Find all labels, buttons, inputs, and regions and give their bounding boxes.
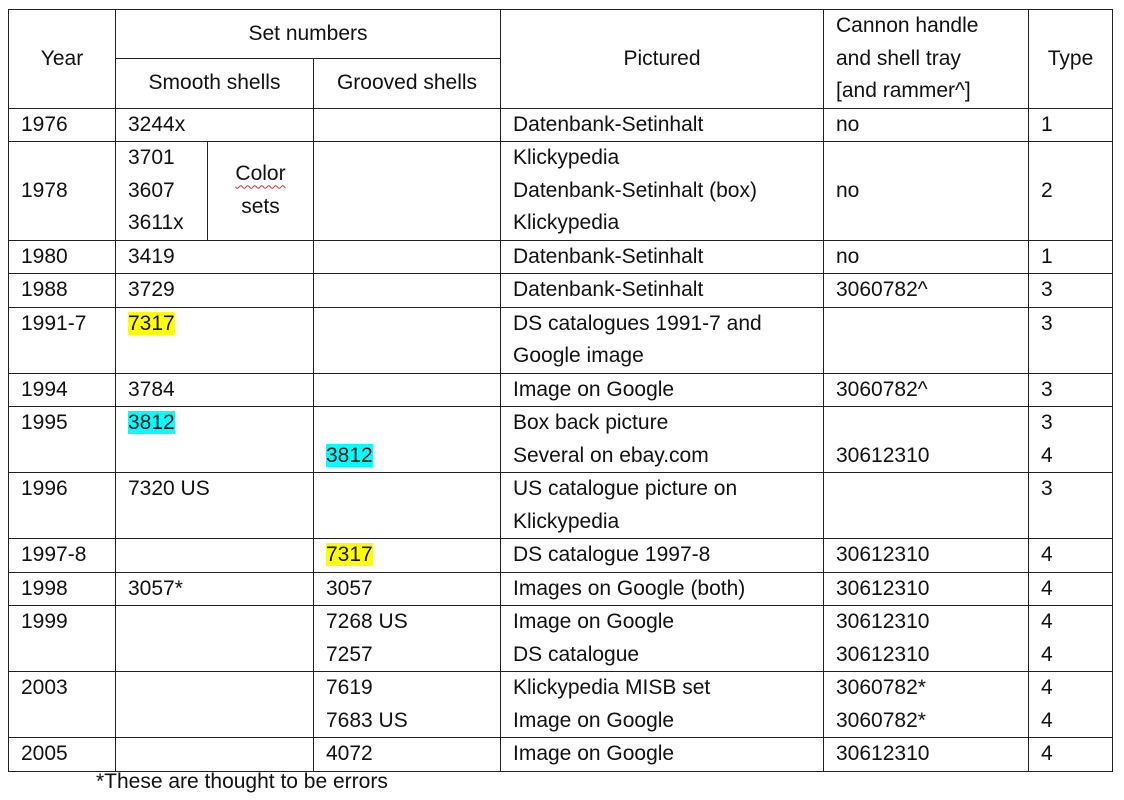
year-cell: 1980 xyxy=(9,240,116,274)
type-cell: 3 xyxy=(1029,274,1113,308)
grooved-cell xyxy=(314,539,501,573)
smooth-cell: 3057* xyxy=(116,572,314,606)
year-cell: 1978 xyxy=(9,142,116,241)
pictured-cell: Datenbank-Setinhalt xyxy=(501,274,824,308)
pictured-cell: DS catalogue 1997-8 xyxy=(501,539,824,573)
grooved-cell xyxy=(314,373,501,407)
type-cell: 3 4 xyxy=(1029,407,1113,473)
year-cell: 2005 xyxy=(9,738,116,772)
cannon-cell: 3060782* 3060782* xyxy=(824,672,1029,738)
year-cell: 1976 xyxy=(9,108,116,142)
cannon-cell: 30612310 xyxy=(824,539,1029,573)
type-cell: 3 xyxy=(1029,373,1113,407)
type-cell: 2 xyxy=(1029,142,1113,241)
highlighted-set-number: 3812 xyxy=(128,411,175,434)
color-sets-label: Color sets xyxy=(208,142,314,241)
type-cell: 4 4 xyxy=(1029,606,1113,672)
pictured-cell: Datenbank-Setinhalt xyxy=(501,108,824,142)
smooth-cell xyxy=(116,672,314,738)
grooved-cell: 3057 xyxy=(314,572,501,606)
smooth-cell xyxy=(116,738,314,772)
grooved-cell: 7619 7683 US xyxy=(314,672,501,738)
header-year: Year xyxy=(9,10,116,109)
pictured-cell: Box back picture Several on ebay.com xyxy=(501,407,824,473)
grooved-cell xyxy=(314,307,501,373)
smooth-cell: 3419 xyxy=(116,240,314,274)
grooved-cell xyxy=(314,108,501,142)
year-cell: 1994 xyxy=(9,373,116,407)
smooth-cell: 7320 US xyxy=(116,473,314,539)
cannon-cell: no xyxy=(824,108,1029,142)
type-cell: 4 xyxy=(1029,539,1113,573)
smooth-cell xyxy=(116,539,314,573)
pictured-cell: US catalogue picture on Klickypedia xyxy=(501,473,824,539)
pictured-cell: Image on Google DS catalogue xyxy=(501,606,824,672)
header-smooth-shells: Smooth shells xyxy=(116,59,314,108)
type-cell: 1 xyxy=(1029,108,1113,142)
year-cell: 1998 xyxy=(9,572,116,606)
type-cell: 4 xyxy=(1029,572,1113,606)
cannon-cell: 3060782^ xyxy=(824,373,1029,407)
pictured-cell: DS catalogues 1991-7 and Google image xyxy=(501,307,824,373)
table-row xyxy=(9,738,1113,772)
type-cell: 3 xyxy=(1029,307,1113,373)
highlighted-set-number: 7317 xyxy=(128,311,175,335)
year-cell: 1999 xyxy=(9,606,116,672)
table-row xyxy=(9,307,1113,373)
year-cell: 1991-7 xyxy=(9,307,116,373)
pictured-cell: Klickypedia Datenbank-Setinhalt (box) Klickypedia xyxy=(501,142,824,241)
table-row xyxy=(9,108,1113,142)
year-cell: 2003 xyxy=(9,672,116,738)
pictured-cell: Klickypedia MISB set Image on Google xyxy=(501,672,824,738)
pictured-cell: Images on Google (both) xyxy=(501,572,824,606)
cannon-cell: 3060782^ xyxy=(824,274,1029,308)
pictured-cell: Image on Google xyxy=(501,738,824,772)
header-type: Type xyxy=(1029,10,1113,109)
cannon-cell: 30612310 xyxy=(824,738,1029,772)
header-pictured: Pictured xyxy=(501,10,824,109)
year-cell: 1996 xyxy=(9,473,116,539)
header-grooved-shells: Grooved shells xyxy=(314,59,501,108)
grooved-cell xyxy=(314,240,501,274)
grooved-cell: 7268 US 7257 xyxy=(314,606,501,672)
header-cannon: Cannon handle and shell tray [and rammer^] xyxy=(824,10,1029,109)
smooth-cell: 3729 xyxy=(116,274,314,308)
cannon-cell: no xyxy=(824,240,1029,274)
cannon-cell xyxy=(824,307,1029,373)
cannon-cell: 30612310 xyxy=(824,407,1029,473)
smooth-cell: 3244x xyxy=(116,108,314,142)
smooth-cell xyxy=(116,307,314,373)
smooth-cell: 3784 xyxy=(116,373,314,407)
type-cell: 3 xyxy=(1029,473,1113,539)
pictured-cell: Image on Google xyxy=(501,373,824,407)
table-row xyxy=(9,539,1113,573)
smooth-cell: 3701 3607 3611x xyxy=(116,142,208,241)
table-row xyxy=(9,473,1113,539)
year-cell: 1988 xyxy=(9,274,116,308)
type-cell: 4 xyxy=(1029,738,1113,772)
grooved-cell: 4072 xyxy=(314,738,501,772)
pictured-cell: Datenbank-Setinhalt xyxy=(501,240,824,274)
table-row xyxy=(9,606,1113,672)
year-cell: 1995 xyxy=(9,407,116,473)
set-numbers-table xyxy=(8,9,1113,772)
table-row xyxy=(9,407,1113,473)
footnote: *These are thought to be errors xyxy=(96,770,388,793)
grooved-cell xyxy=(314,407,501,473)
highlighted-set-number: 7317 xyxy=(326,543,373,566)
table-row xyxy=(9,240,1113,274)
grooved-cell xyxy=(314,274,501,308)
cannon-cell: 30612310 30612310 xyxy=(824,606,1029,672)
table-row xyxy=(9,572,1113,606)
smooth-cell xyxy=(116,407,314,473)
cannon-cell: 30612310 xyxy=(824,572,1029,606)
table-row xyxy=(9,274,1113,308)
table-row xyxy=(9,672,1113,738)
grooved-cell xyxy=(314,142,501,241)
year-cell: 1997-8 xyxy=(9,539,116,573)
type-cell: 4 4 xyxy=(1029,672,1113,738)
table-row xyxy=(9,373,1113,407)
smooth-cell xyxy=(116,606,314,672)
highlighted-set-number: 3812 xyxy=(326,443,373,467)
grooved-cell xyxy=(314,473,501,539)
table-row xyxy=(9,142,1113,241)
header-set-numbers: Set numbers xyxy=(116,10,501,59)
cannon-cell xyxy=(824,473,1029,539)
cannon-cell: no xyxy=(824,142,1029,241)
type-cell: 1 xyxy=(1029,240,1113,274)
